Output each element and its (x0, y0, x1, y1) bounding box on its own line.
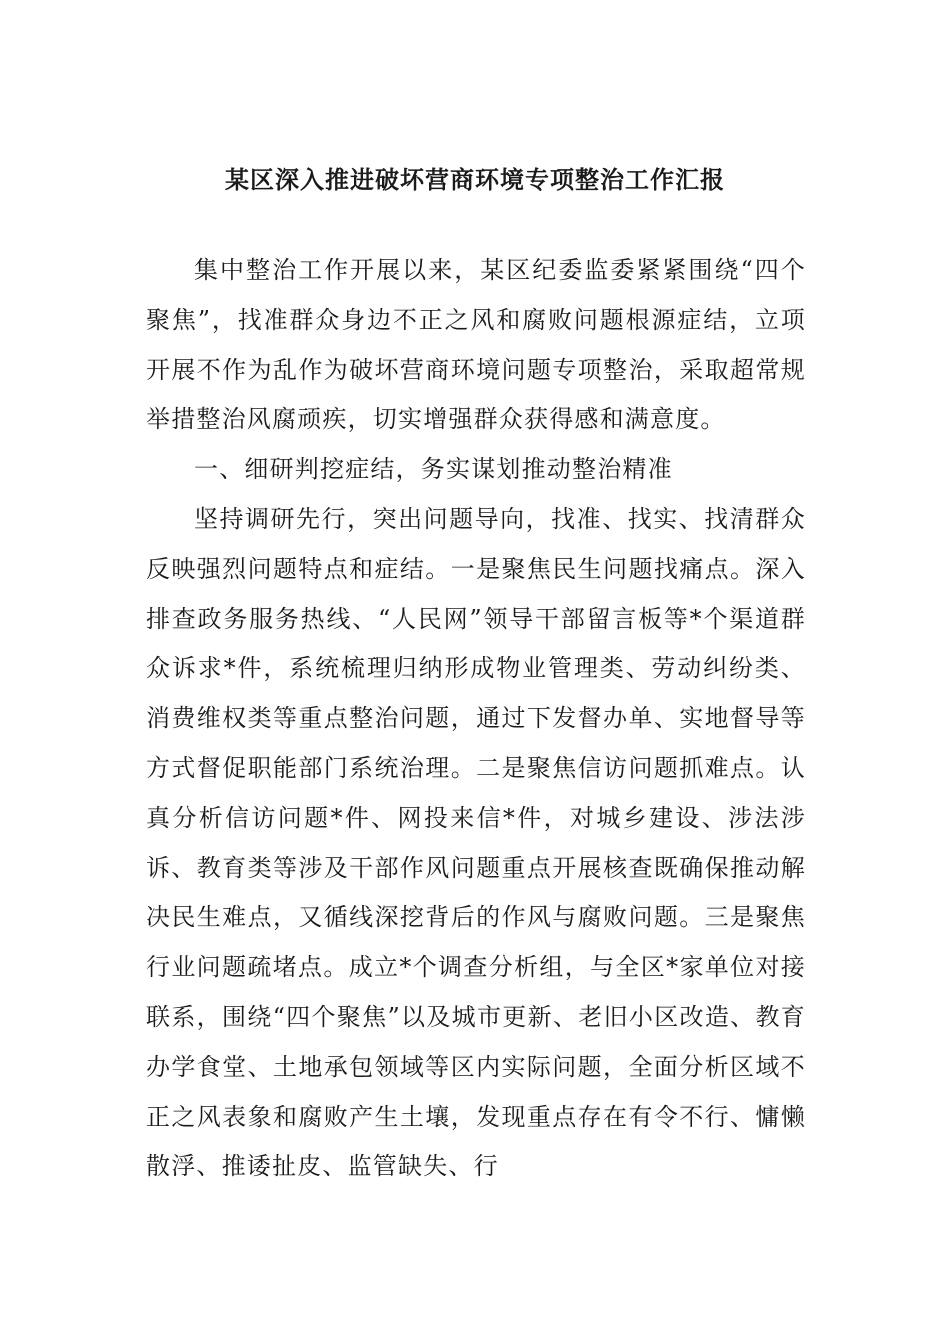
section-paragraph: 坚持调研先行，突出问题导向，找准、找实、找清群众反映强烈问题特点和症结。一是聚焦民生问题找痛点。深入排查政务服务热线、“人民网”领导干部留言板等*个渠道群众诉求*件，系统梳理归纳形成物业管理类、劳动纠纷类、消费维权类等重点整治问题，通过下发督办单、实地督导等方式督促职能部门系统治理。二是聚焦信访问题抓难点。认真分析信访问题*件、网投来信*件，对城乡建设、涉法涉诉、教育类等涉及干部作风问题重点开展核查既确保推动解决民生难点，又循线深挖背后的作风与腐败问题。三是聚焦行业问题疏堵点。成立*个调查分析组，与全区*家单位对接联系，围绕“四个聚焦”以及城市更新、老旧小区改造、教育办学食堂、土地承包领域等区内实际问题，全面分析区域不正之风表象和腐败产生土壤，发现重点存在有令不行、慵懒散浮、推诿扯皮、监管缺失、行 (146, 504, 806, 1181)
document-title: 某区深入推进破坏营商环境专项整治工作汇报 (225, 165, 725, 194)
intro-paragraph: 集中整治工作开展以来，某区纪委监委紧紧围绕“四个聚焦”，找准群众身边不正之风和腐败问题根源症结，立项开展不作为乱作为破坏营商环境问题专项整治，采取超常规举措整治风腐顽疾，切实增强群众获得感和满意度。 (146, 256, 806, 434)
section-heading: 一、细研判挖症结，务实谋划推动整治精准 (194, 455, 673, 484)
document-body (146, 246, 806, 1192)
